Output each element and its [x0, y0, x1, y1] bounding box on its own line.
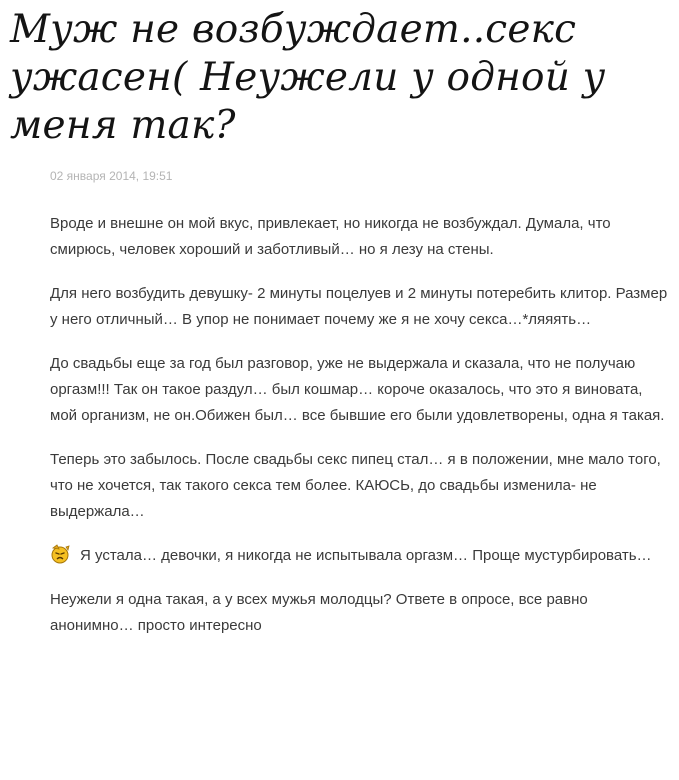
paragraph-3: До свадьбы еще за год был разговор, уже не выдержала и сказала, что не получаю оргазм!!! Так он такое раздул… был кошмар… короче оказалось, что это я виновата, мой организм, не он.Обижен был… все бывшие его были удовлетворены, одна я такая.: [50, 355, 665, 424]
paragraph-4: Теперь это забылось. После свадьбы секс пипец стал… я в положении, мне мало того, что не хочется, так такого секса тем более. КАЮСЬ, до свадьбы изменила- не выдержала…: [50, 451, 661, 520]
article-title: Муж не возбуждает..секс ужасен( Неужели у одной у меня так?: [10, 7, 606, 148]
article-body: [50, 211, 672, 657]
paragraph-5-text: Я устала… девочки, я никогда не испытывала оргазм… Проще мустурбировать…: [80, 547, 652, 564]
paragraph-5: [50, 543, 672, 569]
paragraph-6: Неужели я одна такая, а у всех мужья молодцы? Ответе в опросе, все равно анонимно… просто интересно: [50, 591, 588, 634]
tired-face-emoji-icon: [50, 544, 72, 564]
paragraph-2: Для него возбудить девушку- 2 минуты поцелуев и 2 минуты потеребить клитор. Размер у него отличный… В упор не понимает почему же я не хочу секса…*ляяять…: [50, 285, 668, 328]
article-date: 02 января 2014, 19:51: [50, 169, 173, 183]
paragraph-1: Вроде и внешне он мой вкус, привлекает, но никогда не возбуждал. Думала, что смирюсь, человек хороший и заботливый… но я лезу на стены.: [50, 215, 611, 258]
